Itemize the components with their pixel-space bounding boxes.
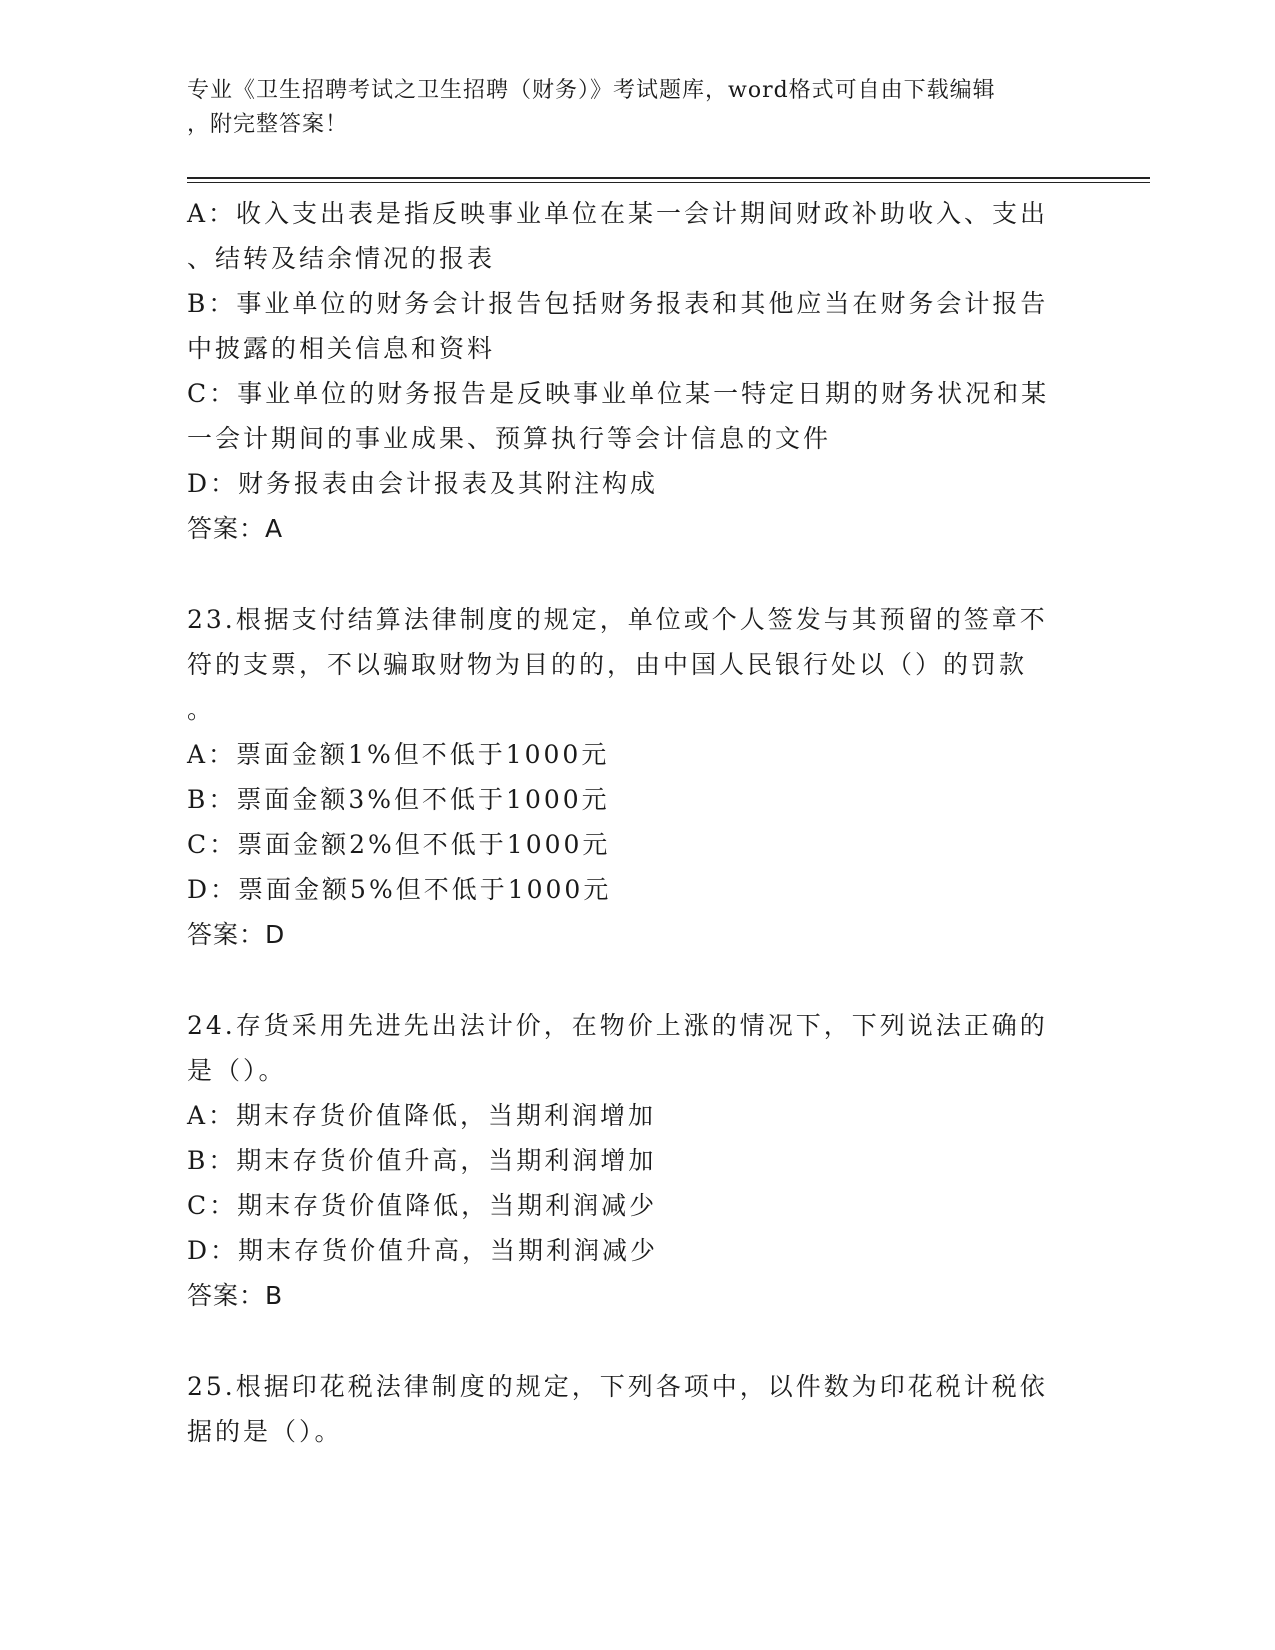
question-text: 24.存货采用先进先出法计价，在物价上涨的情况下，下列说法正确的 [187, 1011, 1048, 1040]
question-text: 23.根据支付结算法律制度的规定，单位或个人签发与其预留的签章不 [187, 605, 1048, 634]
option-c-text: C：期末存货价值降低，当期利润减少 [187, 1191, 658, 1220]
question-spacer [187, 551, 1067, 597]
question-23-block [187, 597, 1067, 957]
question-text-continued: 据的是（）。 [187, 1417, 343, 1446]
option-c-text-continued: 一会计期间的事业成果、预算执行等会计信息的文件 [187, 424, 832, 453]
answer-text: 答案：A [187, 514, 284, 543]
option-a-text: A：收入支出表是指反映事业单位在某一会计期间财政补助收入、支出 [187, 199, 1049, 228]
answer-text: 答案：B [187, 1281, 284, 1310]
option-c-text: C：票面金额2%但不低于1000元 [187, 830, 611, 859]
header-title-line: 专业《卫生招聘考试之卫生招聘（财务）》考试题库，word格式可自由下载编辑 [187, 78, 996, 103]
option-a-text-continued: 、结转及结余情况的报表 [187, 244, 496, 273]
document-header [187, 74, 1067, 142]
header-divider-thin [187, 182, 1150, 183]
header-divider [187, 177, 1150, 179]
option-a-text: A：期末存货价值降低，当期利润增加 [187, 1101, 657, 1130]
question-spacer [187, 957, 1067, 1003]
question-text-continued: 是（）。 [187, 1056, 287, 1085]
question-24-block [187, 1003, 1067, 1318]
option-d-text: D：期末存货价值升高，当期利润减少 [187, 1236, 659, 1265]
question-22-block [187, 191, 1067, 551]
option-c-text: C：事业单位的财务报告是反映事业单位某一特定日期的财务状况和某 [187, 379, 1050, 408]
answer-text: 答案：D [187, 920, 286, 949]
question-spacer [187, 1318, 1067, 1364]
question-25-block [187, 1364, 1067, 1454]
option-d-text: D：票面金额5%但不低于1000元 [187, 875, 612, 904]
question-text-end: 。 [187, 695, 216, 724]
option-b-text: B：期末存货价值升高，当期利润增加 [187, 1146, 657, 1175]
option-d-text: D：财务报表由会计报表及其附注构成 [187, 469, 659, 498]
question-content [187, 191, 1067, 1454]
option-b-text: B：票面金额3%但不低于1000元 [187, 785, 610, 814]
header-title-line-continued: ，附完整答案！ [187, 112, 349, 137]
option-a-text: A：票面金额1%但不低于1000元 [187, 740, 610, 769]
option-b-text: B：事业单位的财务会计报告包括财务报表和其他应当在财务会计报告 [187, 289, 1049, 318]
option-b-text-continued: 中披露的相关信息和资料 [187, 334, 496, 363]
question-text-continued: 符的支票，不以骗取财物为目的的，由中国人民银行处以（）的罚款 [187, 650, 1028, 679]
question-text: 25.根据印花税法律制度的规定，下列各项中，以件数为印花税计税依 [187, 1372, 1048, 1401]
